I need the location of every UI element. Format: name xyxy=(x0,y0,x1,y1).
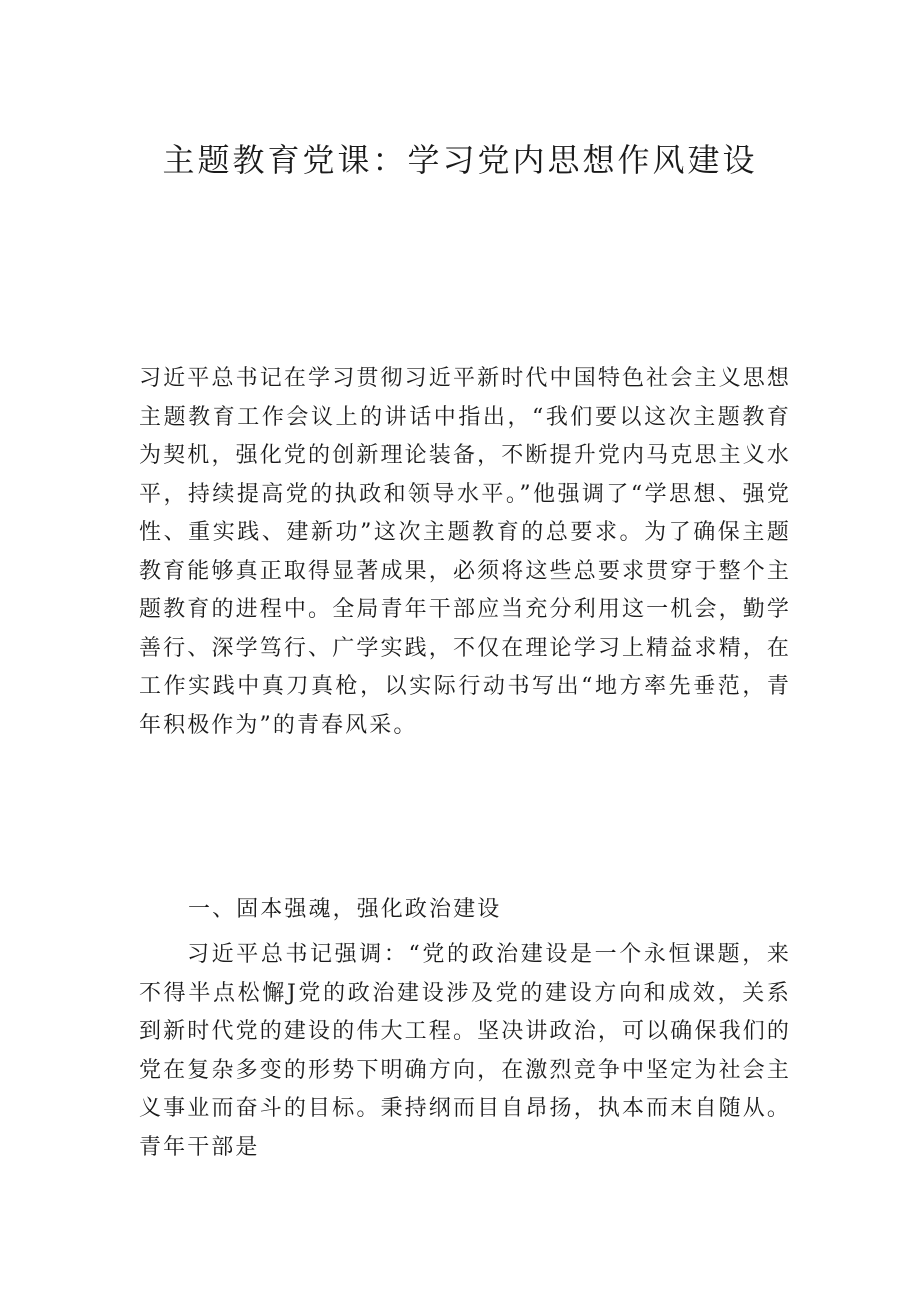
document-title: 主题教育党课：学习党内思想作风建设 xyxy=(162,141,758,179)
section-heading-1: 一、固本强魂，强化政治建设 xyxy=(188,897,502,922)
intro-paragraph: 习近平总书记在学习贯彻习近平新时代中国特色社会主义思想主题教育工作会议上的讲话中指出，“我们要以这次主题教育为契机，强化党的创新理论装备，不断提升党内马克思主义水平，持续提高党的执政和领导水平。”他强调了“学思想、强党性、重实践、建新功”这次主题教育的总要求。为了确保主题教育能够真正取得显著成果，必须将这些总要求贯穿于整个主题教育的进程中。全局青年干部应当充分利用这一机会，勤学善行、深学笃行、广学实践，不仅在理论学习上精益求精，在工作实践中真刀真枪，以实际行动书写出“地方率先垂范，青年积极作为”的青春风采。 xyxy=(139,366,791,738)
section-1-paragraph: 习近平总书记强调：“党的政治建设是一个永恒课题，来不得半点松懈J党的政治建设涉及党的建设方向和成效，关系到新时代党的建设的伟大工程。坚决讲政治，可以确保我们的党在复杂多变的形势下明确方向，在激烈竞争中坚定为社会主义事业而奋斗的目标。秉持纲而目自昂扬，执本而末自随从。青年干部是 xyxy=(139,942,791,1160)
